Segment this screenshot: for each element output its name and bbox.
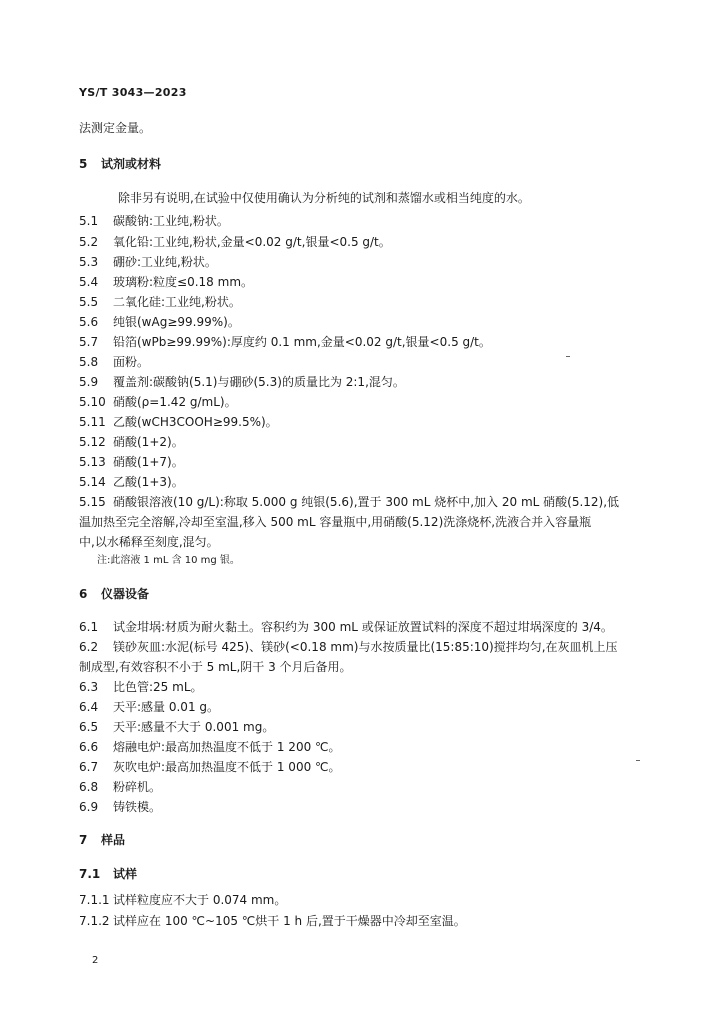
list-item: 6.4 天平:感量 0.01 g。 [79,700,220,714]
list-item: 5.8 面粉。 [79,355,150,369]
list-item: 6.5 天平:感量不大于 0.001 mg。 [79,720,275,734]
list-item: 6.7 灰吹电炉:最高加热温度不低于 1 000 ℃。 [79,760,341,774]
list-item: 5.4 玻璃粉:粒度≤0.18 mm。 [79,275,254,289]
section-number: 6 [79,587,88,601]
section-7-heading [79,832,125,848]
section-title: 仪器设备 [101,587,150,601]
list-item: 5.3 硼砂:工业纯,粉状。 [79,255,217,269]
subsection-7-1-heading: 7.1 试样 [79,867,138,881]
list-item: 6.6 熔融电炉:最高加热温度不低于 1 200 ℃。 [79,740,341,754]
list-item: 5.11 乙酸(wCH3COOH≥99.5%)。 [79,415,278,429]
list-item-continuation: 中,以水稀释至刻度,混匀。 [79,535,219,549]
section-title: 试剂或材料 [101,157,162,171]
list-item: 6.8 粉碎机。 [79,780,162,794]
list-item: 5.6 纯银(wAg≥99.99%)。 [79,315,240,329]
list-item-continuation: 温加热至完全溶解,冷却至室温,移入 500 mL 容量瓶中,用硝酸(5.12)洗涤烧杯,洗液合并入容量瓶 [79,515,592,529]
intro-tail-text: 法测定金量。 [79,121,152,135]
list-item-6-2: 6.2 镁砂灰皿:水泥(标号 425)、镁砂(<0.18 mm)与水按质量比(15:85:10)搅拌均匀,在灰皿机上压 [79,640,618,654]
list-item: 5.10 硝酸(ρ=1.42 g/mL)。 [79,395,237,409]
list-item: 5.9 覆盖剂:碳酸钠(5.1)与硼砂(5.3)的质量比为 2:1,混匀。 [79,375,405,389]
section-6-heading [79,586,149,602]
list-item: 5.7 铅箔(wPb≥99.99%):厚度约 0.1 mm,金量<0.02 g/t,银量<0.5 g/t。 [79,335,491,349]
list-item: 6.9 铸铁模。 [79,800,162,814]
section-number: 5 [79,157,88,171]
list-item: 5.12 硝酸(1+2)。 [79,435,184,449]
list-item: 5.2 氧化铅:工业纯,粉状,金量<0.02 g/t,银量<0.5 g/t。 [79,235,391,249]
scan-speck [566,356,570,357]
list-item: 7.1.2 试样应在 100 ℃~105 ℃烘干 1 h 后,置于干燥器中冷却至室温。 [79,914,466,928]
list-item: 5.1 碳酸钠:工业纯,粉状。 [79,214,229,228]
list-item-5-15: 5.15 硝酸银溶液(10 g/L):称取 5.000 g 纯银(5.6),置于 300 mL 烧杯中,加入 20 mL 硝酸(5.12),低 [79,495,620,509]
list-item: 5.14 乙酸(1+3)。 [79,475,184,489]
page-number: 2 [92,955,99,966]
list-item: 5.5 二氧化硅:工业纯,粉状。 [79,295,241,309]
section-5-heading [79,156,161,172]
list-item: 7.1.1 试样粒度应不大于 0.074 mm。 [79,893,287,907]
section-number: 7 [79,833,88,847]
scan-speck [636,760,640,761]
note-text: 注:此溶液 1 mL 含 10 mg 银。 [97,555,240,566]
standard-code-header: YS/T 3043—2023 [79,86,187,99]
list-item: 5.13 硝酸(1+7)。 [79,455,184,469]
section-5-preamble: 除非另有说明,在试验中仅使用确认为分析纯的试剂和蒸馏水或相当纯度的水。 [118,191,530,205]
list-item-continuation: 制成型,有效容积不小于 5 mL,阴干 3 个月后备用。 [79,660,352,674]
list-item: 6.1 试金坩埚:材质为耐火黏土。容积约为 300 mL 或保证放置试料的深度不超过坩埚深度的 3/4。 [79,620,613,634]
section-title: 样品 [101,833,126,847]
list-item: 6.3 比色管:25 mL。 [79,680,203,694]
